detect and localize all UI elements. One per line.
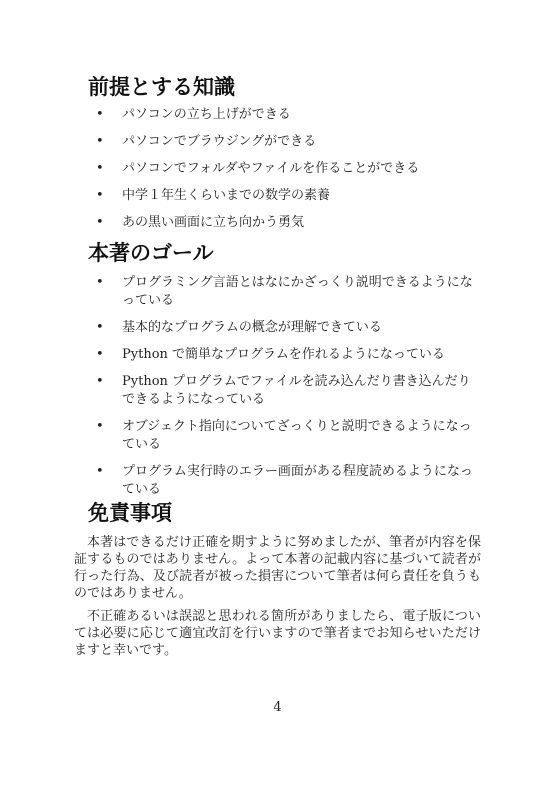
list-item-text: プログラミング言語とはなにかざっくり説明できるようになっている bbox=[122, 275, 473, 308]
list-item bbox=[0, 463, 482, 499]
list-item-text: パソコンでフォルダやファイルを作ることができる bbox=[122, 161, 420, 176]
bullet-icon: • bbox=[96, 215, 104, 230]
list-item bbox=[0, 418, 482, 454]
goals-list bbox=[0, 274, 482, 499]
list-item bbox=[0, 274, 482, 310]
bullet-icon: • bbox=[96, 374, 104, 389]
bullet-icon: • bbox=[96, 419, 104, 434]
section-heading-prerequisites: 前提とする知識 bbox=[88, 75, 235, 99]
list-item bbox=[0, 160, 482, 178]
list-item-text: パソコンでブラウジングができる bbox=[122, 134, 317, 149]
bullet-icon: • bbox=[96, 161, 104, 176]
section-heading-goals: 本著のゴール bbox=[88, 241, 214, 265]
list-item-text: あの黒い画面に立ち向かう勇気 bbox=[122, 215, 305, 230]
bullet-icon: • bbox=[96, 320, 104, 335]
page-number: 4 bbox=[273, 700, 282, 715]
bullet-icon: • bbox=[96, 275, 104, 290]
list-item bbox=[0, 373, 482, 409]
list-item bbox=[0, 346, 482, 364]
list-item-text: Python で簡単なプログラムを作れるようになっている bbox=[122, 347, 445, 362]
bullet-icon: • bbox=[96, 107, 104, 122]
list-item-text: パソコンの立ち上げができる bbox=[122, 107, 291, 122]
list-item-text: 基本的なプログラムの概念が理解できている bbox=[122, 320, 382, 335]
list-item-text: Python プログラムでファイルを読み込んだり書き込んだりできるようになっている bbox=[122, 374, 471, 407]
list-item-text: プログラム実行時のエラー画面がある程度読めるようになっている bbox=[122, 464, 473, 497]
list-item bbox=[0, 106, 482, 124]
section-heading-disclaimer: 免責事項 bbox=[88, 501, 172, 525]
bullet-icon: • bbox=[96, 464, 104, 479]
disclaimer-paragraph: 本著はできるだけ正確を期すように努めましたが、筆者が内容を保証するものではありません。よって本著の記載内容に基づいて読者が行った行為、及び読者が被った損害について筆者は何ら責任を負うものではありません。 bbox=[74, 535, 481, 601]
prerequisites-list bbox=[0, 106, 482, 232]
list-item-text: オブジェクト指向についてざっくりと説明できるようになっている bbox=[122, 419, 472, 452]
list-item-text: 中学１年生くらいまでの数学の素養 bbox=[122, 188, 331, 203]
bullet-icon: • bbox=[96, 347, 104, 362]
list-item bbox=[0, 187, 482, 205]
list-item bbox=[0, 214, 482, 232]
list-item bbox=[0, 319, 482, 337]
list-item bbox=[0, 133, 482, 151]
bullet-icon: • bbox=[96, 188, 104, 203]
bullet-icon: • bbox=[96, 134, 104, 149]
disclaimer-paragraph: 不正確あるいは誤認と思われる箇所がありましたら、電子版については必要に応じて適宜改訂を行いますので筆者までお知らせいただけますと幸いです。 bbox=[74, 609, 481, 658]
